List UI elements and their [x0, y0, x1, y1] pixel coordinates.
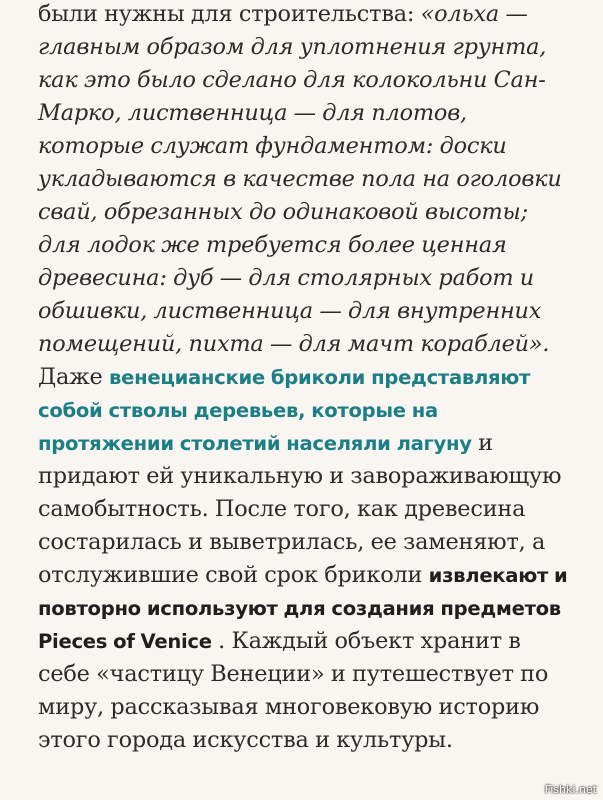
paragraph-start-text: Даже	[38, 364, 110, 390]
paragraph-middle-text: и придают ей уникальную и завораживающую самобытность. После того, как древесина состарилась и выветрилась, ее заменяют, а отслужившие свой срок бриколи	[38, 430, 562, 588]
article-body	[38, 0, 568, 757]
italic-quote: «ольха — главным образом для уплотнения грунта, как это было сделано для колокольни Сан-Марко, лиственница — для плотов, которые служат фундаментом: доски укладываются в качестве пола на оголовки свай, обрезанных до одинаковой высоты; для лодок же требуется более ценная древесина: дуб — для столярных работ и обшивки, лиственница — для внутренних помещений, пихта — для мачт кораблей».	[38, 1, 562, 357]
paragraph-quote	[38, 0, 568, 361]
bold-text: извлекают и повторно используют для создания предметов Pieces of Venice	[38, 564, 568, 653]
paragraph-bricole	[38, 361, 568, 757]
bricole-link[interactable]: венецианские бриколи представляют собой стволы деревьев, которые на протяжении столетий населяли лагуну	[38, 366, 531, 455]
paragraph-end-text: . Каждый объект хранит в себе «частицу Венеции» и путешествует по миру, рассказывая многовековую историю этого города искусства и культуры.	[38, 628, 549, 753]
watermark: Fishki.net	[544, 783, 597, 796]
paragraph-lead-text: были нужны для строительства:	[38, 1, 421, 27]
